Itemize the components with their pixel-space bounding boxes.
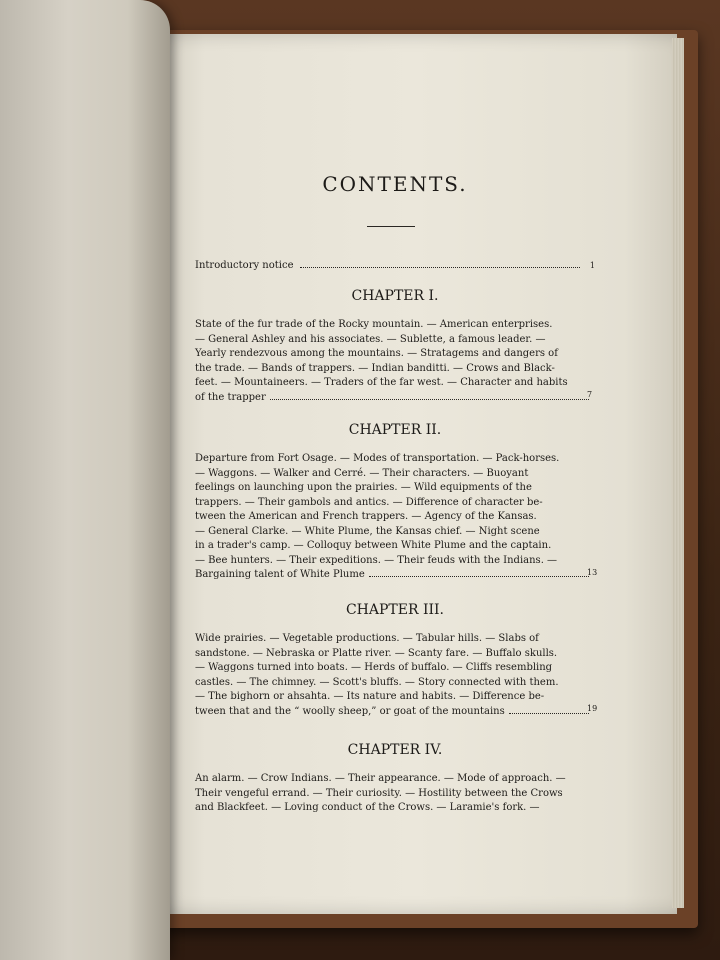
intro-page-number: 1 (589, 261, 595, 270)
intro-label: Introductory notice (195, 260, 294, 271)
dot-leader (300, 266, 580, 268)
chapter-1-line: — General Ashley and his associates. — Sublette, a famous leader. — (195, 333, 546, 345)
chapter-1-page-number: 7 (587, 390, 593, 399)
chapter-3-line: Wide prairies. — Vegetable productions. — Tabular hills. — Slabs of (195, 633, 539, 644)
chapter-2-heading: CHAPTER II. (348, 422, 442, 438)
dot-leader (369, 575, 589, 577)
title-rule (367, 226, 415, 227)
chapter-3-page-number: 19 (587, 704, 598, 713)
chapter-4-line: and Blackfeet. — Loving conduct of the Crows. — Laramie's fork. — (195, 802, 540, 813)
chapter-1-heading: CHAPTER I. (351, 288, 439, 304)
chapter-2-line: in a trader's camp. — Colloquy between White Plume and the captain. (195, 540, 552, 551)
chapter-3-last-text: tween that and the “ woolly sheep,” or goat of the mountains (195, 705, 505, 717)
chapter-2-line: — Waggons. — Walker and Cerré. — Their characters. — Buoyant (195, 467, 529, 479)
chapter-2-line: trappers. — Their gambols and antics. — Difference of character be- (195, 496, 543, 508)
chapter-1-line: feet. — Mountaineers. — Traders of the far west. — Character and habits (195, 377, 568, 388)
chapter-4-line: An alarm. — Crow Indians. — Their appearance. — Mode of approach. — (195, 773, 566, 784)
chapter-3-summary (195, 632, 598, 719)
chapter-4-summary (195, 772, 595, 816)
chapter-1-summary (195, 318, 595, 405)
chapter-2-line: — General Clarke. — White Plume, the Kansas chief. — Night scene (195, 525, 540, 537)
chapter-2-last-text: Bargaining talent of White Plume (195, 569, 365, 580)
chapter-4-heading: CHAPTER IV. (347, 742, 443, 758)
page-title: CONTENTS. (322, 172, 468, 196)
chapter-1-line: Yearly rendezvous among the mountains. — Stratagems and dangers of (195, 348, 558, 359)
chapter-3-line: — Waggons turned into boats. — Herds of buffalo. — Cliffs resembling (195, 662, 553, 673)
chapter-2-line: — Bee hunters. — Their expeditions. — Their feuds with the Indians. — (195, 554, 558, 566)
chapter-3-line: sandstone. — Nebraska or Platte river. — Scanty fare. — Buffalo skulls. (195, 647, 558, 659)
chapter-3-last-line (195, 704, 598, 720)
chapter-4-line: Their vengeful errand. — Their curiosity. — Hostility between the Crows (195, 787, 563, 799)
contents-page (195, 0, 598, 960)
left-page (0, 0, 170, 960)
chapter-2-line: tween the American and French trappers. — Agency of the Kansas. (195, 511, 537, 522)
chapter-2-line: Departure from Fort Osage. — Modes of transportation. — Pack-horses. (195, 453, 560, 464)
chapter-1-line: the trade. — Bands of trappers. — Indian banditti. — Crows and Black- (195, 362, 555, 374)
chapter-3-heading: CHAPTER III. (345, 602, 445, 618)
chapter-1-last-line (195, 391, 595, 406)
chapter-2-line: feelings on launching upon the prairies. — Wild equipments of the (195, 482, 532, 493)
chapter-2-summary (195, 452, 598, 583)
chapter-2-last-line (195, 568, 598, 583)
page-edge (672, 38, 684, 908)
intro-entry (195, 260, 595, 271)
dot-leader (270, 398, 589, 400)
chapter-1-line: State of the fur trade of the Rocky mountain. — American enterprises. (195, 319, 553, 330)
chapter-3-line: — The bighorn or ahsahta. — Its nature and habits. — Difference be- (195, 691, 545, 702)
chapter-3-line: castles. — The chimney. — Scott's bluffs. — Story connected with them. (195, 676, 559, 688)
chapter-1-last-text: of the trapper (195, 391, 266, 403)
dot-leader (509, 712, 589, 714)
chapter-2-page-number: 13 (587, 568, 598, 577)
